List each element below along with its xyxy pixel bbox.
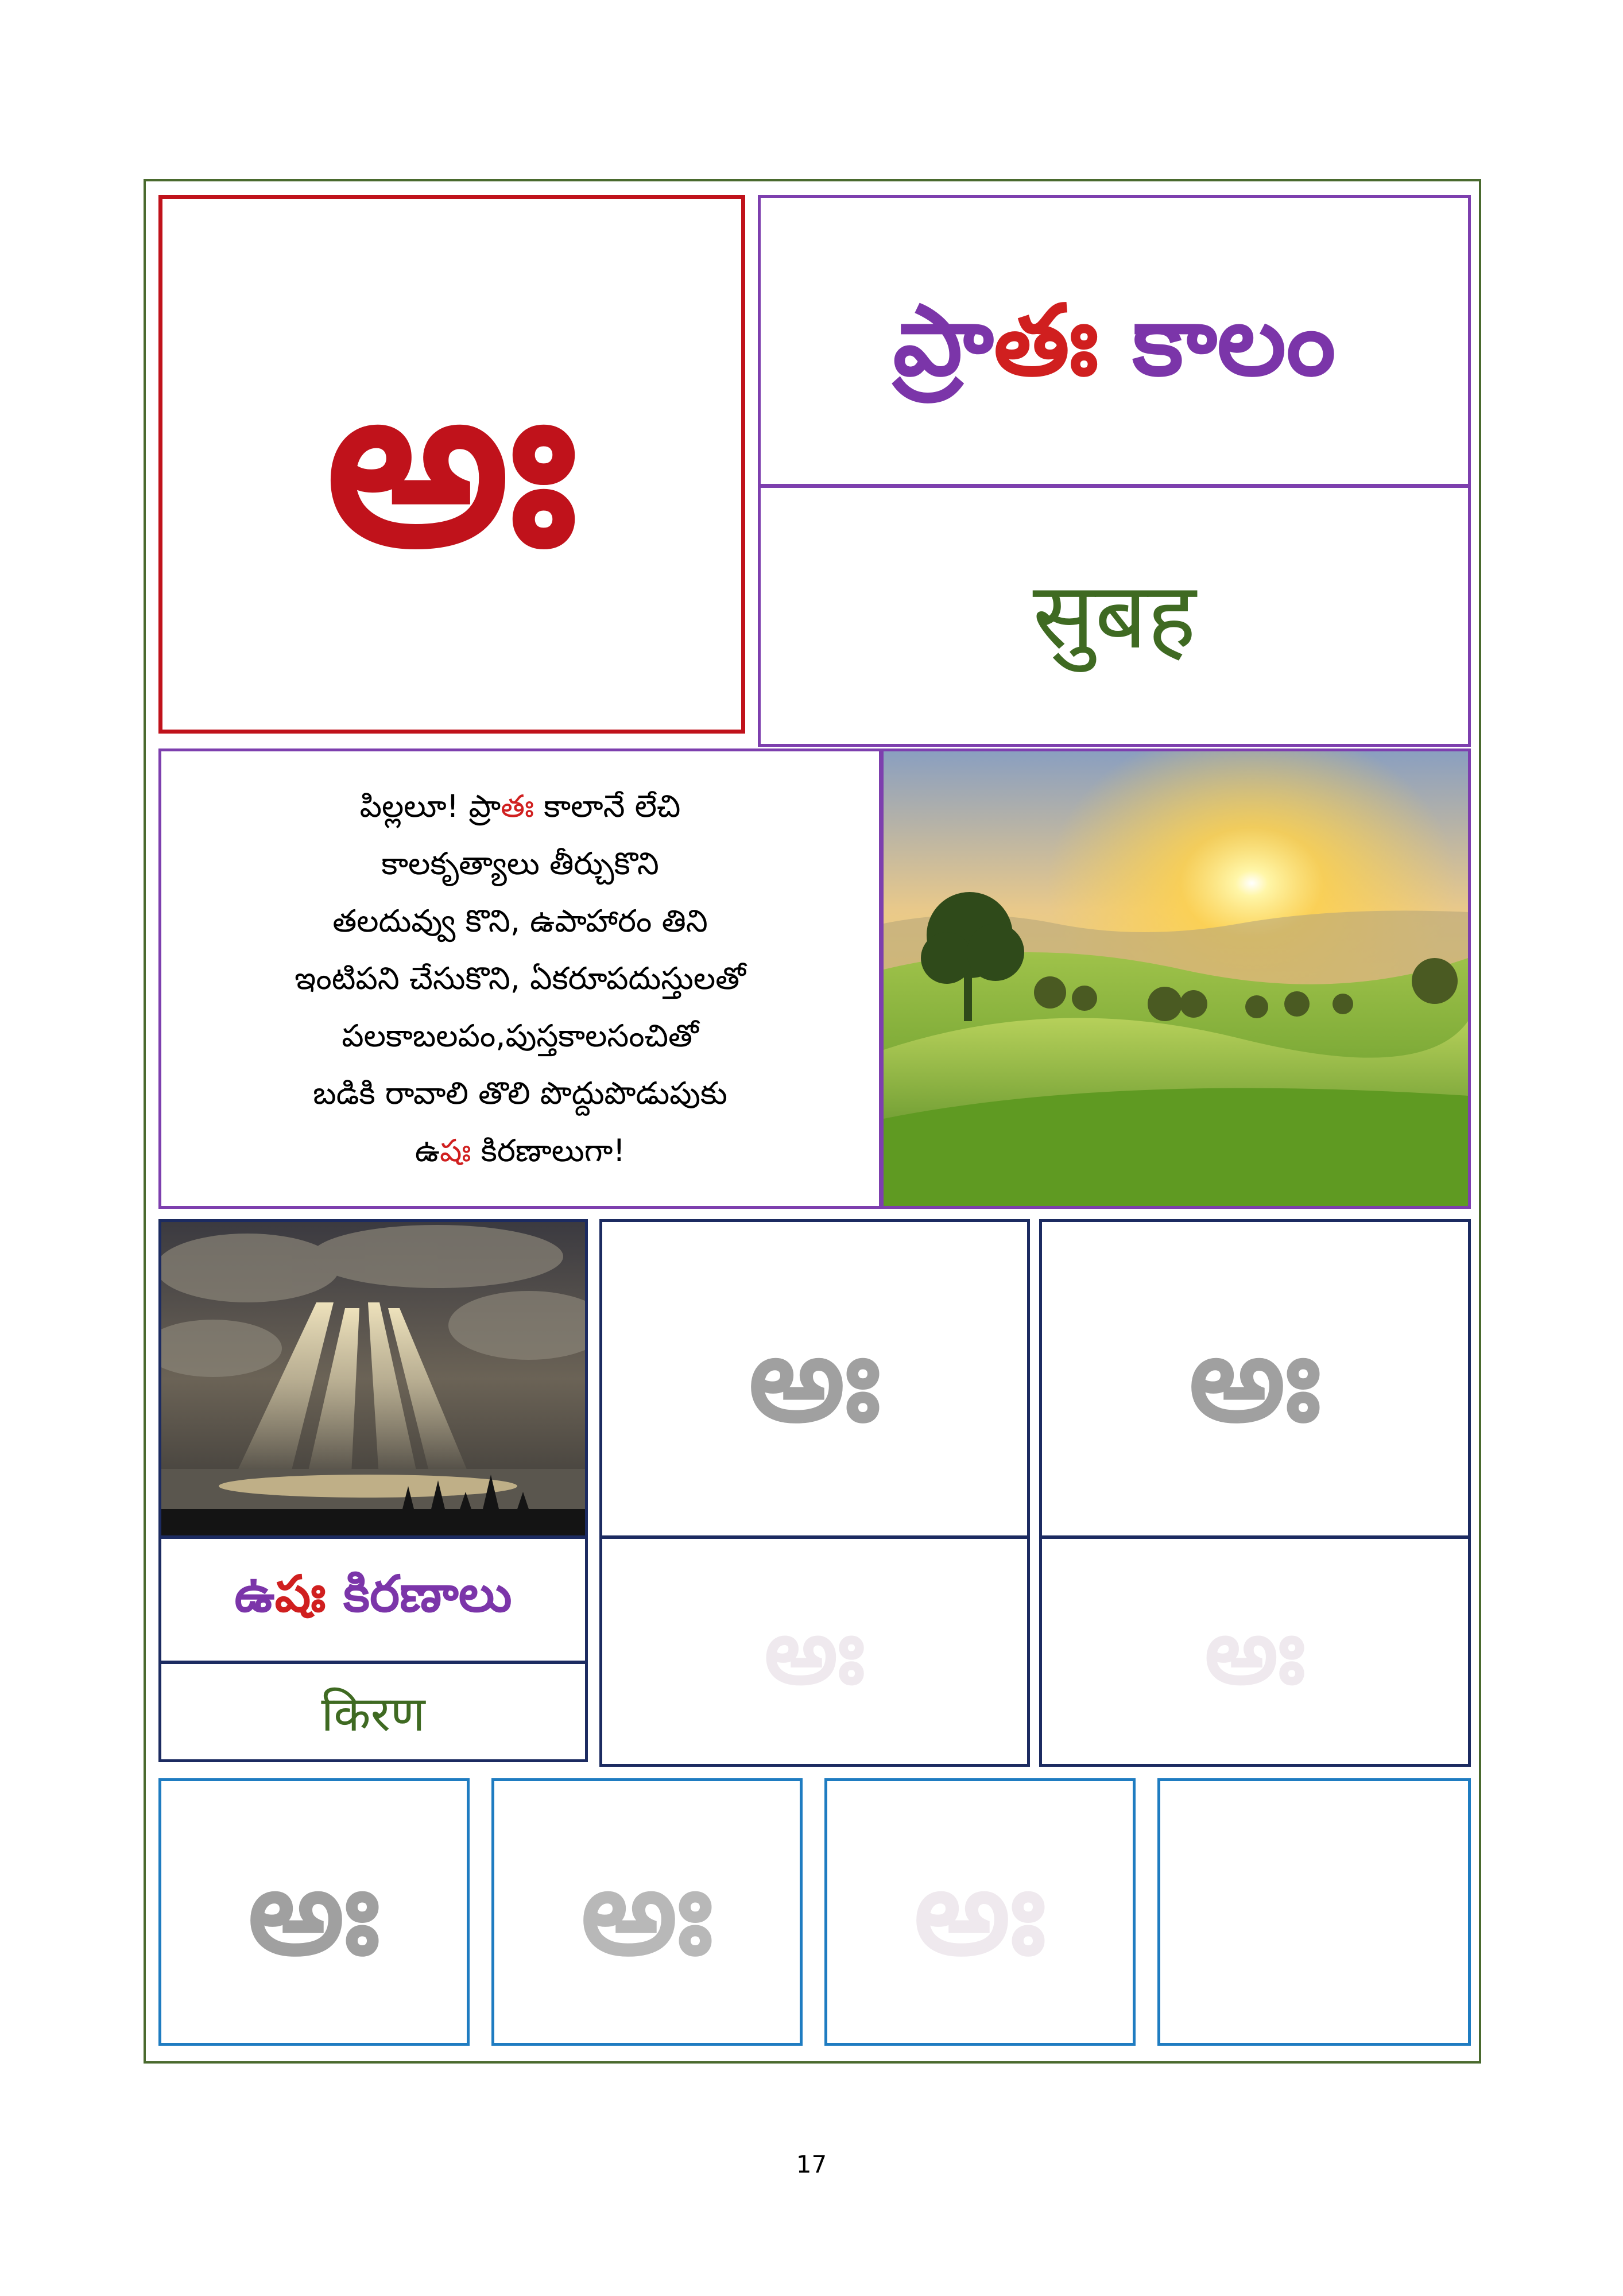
title-box — [758, 195, 1471, 487]
trace-box-1 — [599, 1219, 1030, 1538]
word-box — [158, 1536, 588, 1663]
word — [234, 1564, 512, 1636]
poem-line-7-post: కిరణాలుగా! — [471, 1133, 626, 1169]
title — [893, 284, 1336, 398]
hindi-word: किरण — [321, 1685, 425, 1742]
poem-line-1-post: కాలానే లేచి — [534, 788, 681, 824]
trace-letter-1: అః — [748, 1308, 881, 1449]
trace-box-4 — [1039, 1536, 1471, 1767]
sun-rays-image — [158, 1219, 588, 1538]
poem-line-5: పలకాబలపం,పుస్తకాలసంచితో — [342, 1018, 699, 1054]
hindi-word-box — [158, 1661, 588, 1762]
trace-letter-6: అః — [580, 1841, 714, 1982]
main-letter: అః — [326, 331, 578, 598]
trace-box-5 — [158, 1778, 470, 2046]
word-part2: షః — [274, 1564, 326, 1623]
trace-letter-5: అః — [247, 1841, 381, 1982]
main-letter-box — [158, 195, 745, 734]
hindi-title-box — [758, 485, 1471, 747]
trace-box-7 — [824, 1778, 1136, 2046]
poem-line-6: బడికి రావాలి తొలి పొద్దుపొడుపుకు — [313, 1075, 727, 1111]
poem-line-7 — [415, 1122, 625, 1180]
trace-letter-7: అః — [913, 1841, 1047, 1982]
title-part3: కాలం — [1098, 284, 1336, 398]
trace-box-2 — [599, 1536, 1030, 1767]
trace-letter-3: అః — [1188, 1308, 1322, 1449]
poem-line-3: తలదువ్వు కొని, ఉపాహారం తిని — [332, 903, 708, 939]
poem-line-7-pre: ఉ — [415, 1133, 440, 1169]
trace-box-6 — [491, 1778, 803, 2046]
title-part2: తః — [993, 284, 1099, 398]
poem-line-1 — [360, 778, 681, 835]
title-part1: ప్రా — [893, 284, 994, 398]
sunrise-image — [881, 748, 1471, 1209]
word-part1: ఉ — [234, 1564, 275, 1623]
hindi-title: सुबह — [1032, 562, 1196, 669]
poem-box — [158, 748, 882, 1209]
sunrise-landscape-picture — [884, 751, 1468, 1206]
sun-rays-picture — [161, 1222, 585, 1535]
trace-box-8-empty[interactable] — [1157, 1778, 1471, 2046]
trace-letter-2: అః — [764, 1597, 865, 1705]
poem-line-1-highlight: తః — [501, 788, 534, 824]
word-part3: కిరణాలు — [326, 1564, 512, 1623]
page-number: 17 — [796, 2150, 827, 2178]
poem-line-7-highlight: షః — [439, 1133, 471, 1169]
poem-line-2: కాలకృత్యాలు తీర్చుకొని — [381, 846, 659, 882]
poem-line-4: ఇంటిపని చేసుకొని, ఏకరూపదుస్తులతో — [295, 960, 746, 996]
trace-letter-4: అః — [1204, 1597, 1306, 1705]
trace-box-3 — [1039, 1219, 1471, 1538]
poem-line-1-pre: పిల్లలూ! ప్రా — [359, 788, 501, 824]
